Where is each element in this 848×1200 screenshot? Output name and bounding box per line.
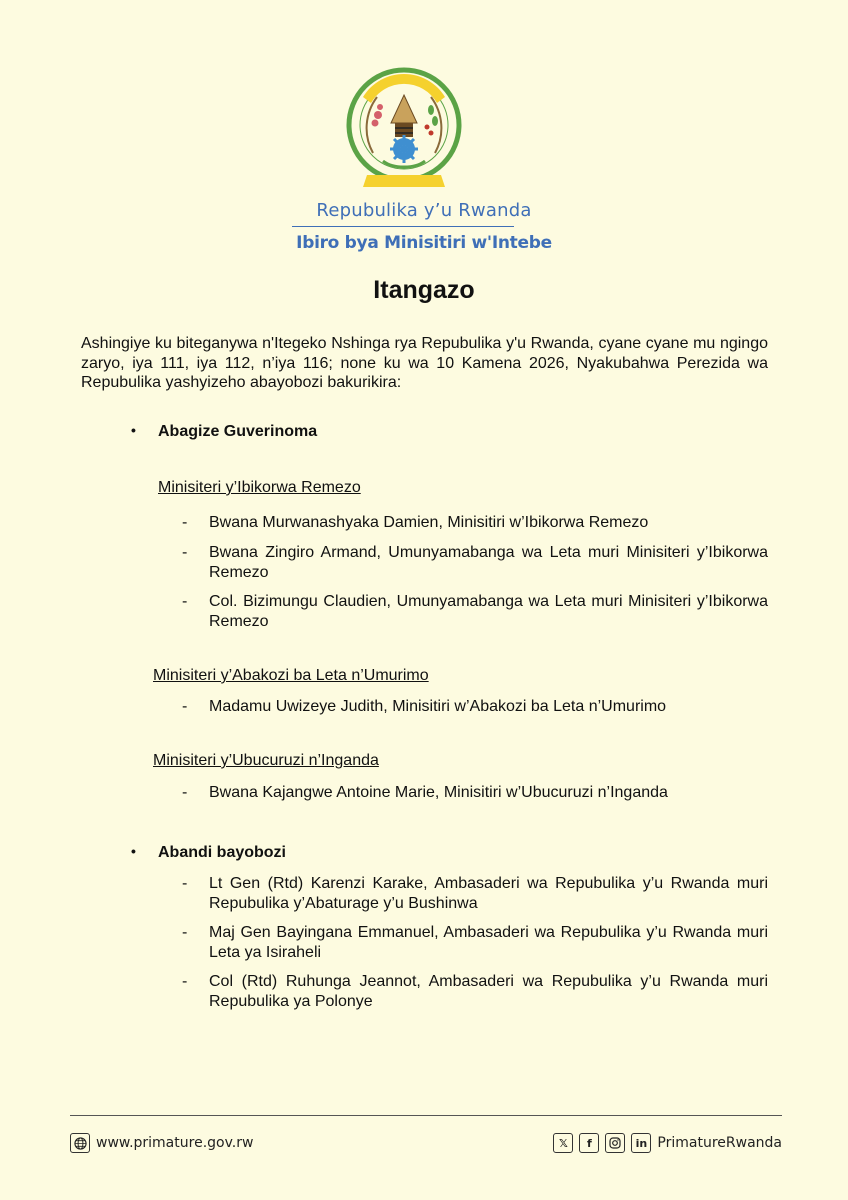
section-heading-other-officials: • Abandi bayobozi (131, 843, 286, 861)
header-divider (292, 226, 514, 227)
website-url: www.primature.gov.rw (96, 1135, 254, 1151)
list-item: - Madamu Uwizeye Judith, Minisitiri w’Abakozi ba Leta n’Umurimo (182, 698, 667, 715)
rwanda-coat-of-arms-emblem (345, 65, 463, 198)
website-link[interactable] (70, 1133, 253, 1153)
globe-icon (70, 1133, 90, 1153)
linkedin-icon[interactable]: in (631, 1133, 651, 1153)
facebook-icon[interactable]: f (579, 1133, 599, 1153)
social-links (553, 1133, 782, 1153)
ministry-heading: Minisiteri y’Abakozi ba Leta n’Umurimo (153, 667, 429, 684)
office-name: Ibiro bya Minisitiri w'Intebe (296, 233, 552, 253)
instagram-icon[interactable] (605, 1133, 625, 1153)
list-item: - Maj Gen Bayingana Emmanuel, Ambasaderi wa Repubulika y’u Rwanda muri Leta ya Isiraheli (182, 924, 768, 961)
republic-name: Repubulika y’u Rwanda (316, 200, 532, 221)
ministry-heading: Minisiteri y’Ibikorwa Remezo (158, 479, 361, 496)
list-item: - Bwana Kajangwe Antoine Marie, Minisitiri w’Ubucuruzi n’Inganda (182, 784, 668, 801)
social-handle[interactable]: PrimatureRwanda (657, 1135, 782, 1151)
list-item: - Lt Gen (Rtd) Karenzi Karake, Ambasaderi wa Repubulika y’u Rwanda muri Repubulika y’Abaturage y’u Bushinwa (182, 875, 768, 912)
list-item: - Col (Rtd) Ruhunga Jeannot, Ambasaderi wa Repubulika y’u Rwanda muri Repubulika ya Polonye (182, 973, 768, 1010)
x-icon[interactable]: 𝕏 (553, 1133, 573, 1153)
bullet-icon: • (131, 422, 136, 438)
list-item: - Bwana Murwanashyaka Damien, Minisitiri w’Ibikorwa Remezo (182, 514, 649, 531)
bullet-icon: • (131, 843, 136, 859)
list-item: - Col. Bizimungu Claudien, Umunyamabanga wa Leta muri Minisiteri y’Ibikorwa Remezo (182, 593, 768, 630)
footer-divider (70, 1115, 782, 1116)
intro-paragraph: Ashingiye ku biteganywa n'Itegeko Nshinga rya Repubulika y'u Rwanda, cyane cyane mu ngingo zaryo, iya 111, iya 112, n’iya 116; none ku wa 10 Kamena 2026, Nyakubahwa Perezida wa Repubulika yashyizeho abayobozi bakurikira: (81, 335, 768, 391)
page-title: Itangazo (373, 276, 475, 304)
ministry-heading: Minisiteri y’Ubucuruzi n’Inganda (153, 752, 379, 769)
list-item: - Bwana Zingiro Armand, Umunyamabanga wa Leta muri Minisiteri y’Ibikorwa Remezo (182, 544, 768, 581)
section-heading-government: • Abagize Guverinoma (131, 422, 318, 440)
